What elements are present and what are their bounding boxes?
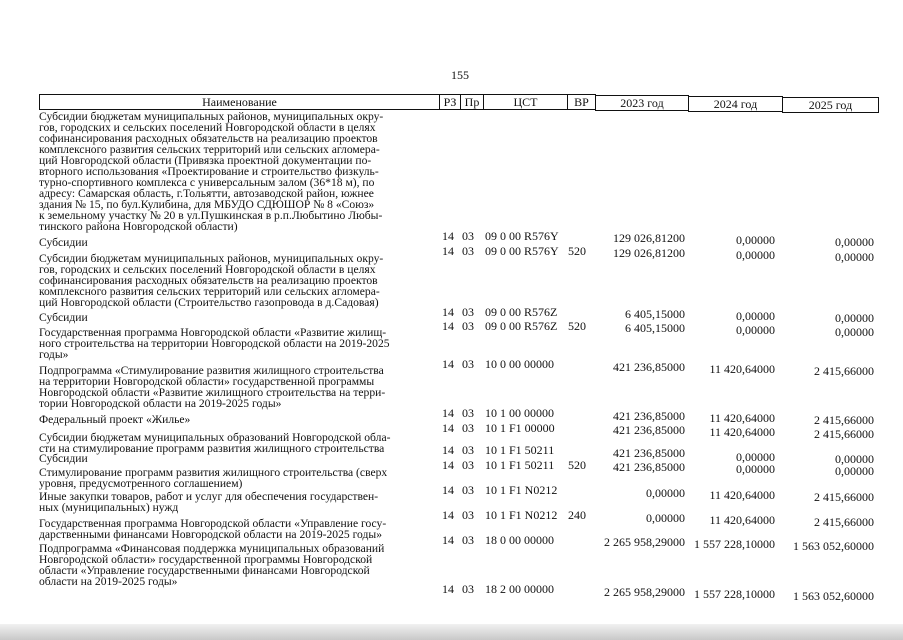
row-pr: 03	[462, 357, 474, 371]
row-pr: 03	[462, 229, 474, 243]
row-name: Субсидии бюджетам муниципальных районов, муниципальных окру- гов, городских и сельских поселений Новгородской области в целях софинансирования расходных обязательств на реализацию проектов комплексного развития сельских территорий или сельских агломера- ций Новгородской области (Строительство газопровода в д.Садовая)	[39, 252, 384, 309]
row-2025: 2 415,66000	[814, 515, 874, 529]
row-name: Стимулирование программ развития жилищного строительства (сверх уровня, предусмотренного соглашением)	[39, 466, 388, 490]
row-vr: 240	[568, 508, 586, 522]
header-2024: 2024 год	[688, 96, 783, 112]
row-2024: 1 557 228,10000	[694, 537, 775, 551]
row-2023: 129 026,81200	[613, 246, 685, 260]
row-2024: 11 420,64000	[709, 411, 775, 425]
row-2025: 0,00000	[835, 452, 874, 466]
row-pr: 03	[462, 533, 474, 547]
row-2023: 421 236,85000	[613, 460, 685, 474]
row-cst: 18 2 00 00000	[485, 582, 554, 596]
row-2024: 0,00000	[736, 248, 775, 262]
row-2024: 0,00000	[736, 309, 775, 323]
row-pr: 03	[462, 443, 474, 457]
row-2024: 0,00000	[736, 233, 775, 247]
row-rz: 14	[442, 458, 454, 472]
row-name: Субсидии	[39, 452, 88, 465]
row-2025: 0,00000	[835, 250, 874, 264]
row-2023: 2 265 958,29000	[604, 585, 685, 599]
row-2024: 0,00000	[736, 450, 775, 464]
scan-edge-strip	[0, 624, 903, 640]
header-name: Наименование	[39, 94, 440, 110]
header-vr: ВР	[567, 94, 596, 110]
row-rz: 14	[442, 443, 454, 457]
row-cst: 10 1 F1 N0212	[485, 508, 558, 522]
row-2024: 11 420,64000	[709, 362, 775, 376]
row-vr: 520	[568, 244, 586, 258]
row-vr: 520	[568, 458, 586, 472]
row-2025: 2 415,66000	[814, 427, 874, 441]
row-2025: 0,00000	[835, 464, 874, 478]
row-rz: 14	[442, 582, 454, 596]
row-pr: 03	[462, 244, 474, 258]
row-2023: 421 236,85000	[613, 360, 685, 374]
header-cst: ЦСТ	[483, 94, 568, 110]
row-name: Субсидии бюджетам муниципальных районов, муниципальных окру- гов, городских и сельских поселений Новгородской области в целях софинансирования расходных обязательств на реализацию проектов комплексного развития сельских территорий или сельских агломера- ций Новгородской области (Привязка проектной документации по- вторного использования «Проектирование и строительство физкуль- турно-спортивного комплекса с универсальным залом (36*18 м), по адресу: Самарская область, г.Тольятти, автозаводской район, южнее здания № 15, по бул.Кулибина, для МБУДО СДЮШОР № 8 «Союз» к земельному участку № 20 в ул.Пушкинская в р.п.Любытино Любы- тинского района Новгородской области)	[39, 110, 384, 233]
row-2023: 421 236,85000	[613, 423, 685, 437]
row-pr: 03	[462, 483, 474, 497]
row-cst: 10 1 F1 00000	[485, 421, 555, 435]
row-2023: 421 236,85000	[613, 446, 685, 460]
row-vr: 520	[568, 319, 586, 333]
row-pr: 03	[462, 305, 474, 319]
row-cst: 10 0 00 00000	[485, 357, 554, 371]
row-2023: 0,00000	[646, 486, 685, 500]
row-name: Государственная программа Новгородской области «Развитие жилищ- ного строительства на территории Новгородской области на 2019-2025 годы»	[39, 326, 390, 361]
row-2024: 11 420,64000	[709, 513, 775, 527]
row-pr: 03	[462, 458, 474, 472]
row-2023: 6 405,15000	[625, 307, 685, 321]
row-cst: 18 0 00 00000	[485, 533, 554, 547]
row-pr: 03	[462, 319, 474, 333]
row-2025: 0,00000	[835, 311, 874, 325]
row-2024: 11 420,64000	[709, 425, 775, 439]
row-2025: 1 563 052,60000	[793, 539, 874, 553]
row-2023: 129 026,81200	[613, 231, 685, 245]
row-rz: 14	[442, 533, 454, 547]
row-2025: 0,00000	[835, 235, 874, 249]
row-rz: 14	[442, 421, 454, 435]
row-2023: 2 265 958,29000	[604, 535, 685, 549]
row-name: Субсидии	[39, 311, 88, 324]
header-2025: 2025 год	[782, 97, 879, 113]
row-rz: 14	[442, 508, 454, 522]
row-rz: 14	[442, 483, 454, 497]
row-cst: 09 0 00 R576Z	[485, 305, 558, 319]
row-name: Иные закупки товаров, работ и услуг для обеспечения государствен- ных (муниципальных) нужд	[39, 490, 379, 514]
row-pr: 03	[462, 406, 474, 420]
row-cst: 10 1 F1 50211	[485, 458, 555, 472]
row-name: Федеральный проект «Жилье»	[39, 413, 191, 426]
row-2024: 0,00000	[736, 462, 775, 476]
row-cst: 09 0 00 R576Y	[485, 244, 559, 258]
row-2024: 0,00000	[736, 323, 775, 337]
row-rz: 14	[442, 244, 454, 258]
row-name: Подпрограмма «Стимулирование развития жилищного строительства на территории Новгородской области» государственной программы Новгородской области «Развитие жилищного строительства на терри- тории Новгородской области на 2019-2025 годы»	[39, 364, 386, 410]
row-rz: 14	[442, 229, 454, 243]
row-2024: 11 420,64000	[709, 488, 775, 502]
row-2025: 2 415,66000	[814, 413, 874, 427]
row-cst: 10 1 00 00000	[485, 406, 554, 420]
row-rz: 14	[442, 319, 454, 333]
row-2023: 0,00000	[646, 511, 685, 525]
row-pr: 03	[462, 421, 474, 435]
row-name: Государственная программа Новгородской области «Управление госу- дарственными финансами Новгородской области на 2019-2025 годы»	[39, 517, 387, 541]
row-cst: 09 0 00 R576Z	[485, 319, 558, 333]
row-cst: 09 0 00 R576Y	[485, 229, 559, 243]
header-rz: РЗ	[439, 94, 461, 110]
row-pr: 03	[462, 508, 474, 522]
row-cst: 10 1 F1 50211	[485, 443, 555, 457]
row-rz: 14	[442, 305, 454, 319]
row-2025: 1 563 052,60000	[793, 589, 874, 603]
row-2024: 1 557 228,10000	[694, 587, 775, 601]
row-2025: 2 415,66000	[814, 364, 874, 378]
row-pr: 03	[462, 582, 474, 596]
row-name: Субсидии	[39, 236, 88, 249]
row-rz: 14	[442, 406, 454, 420]
row-name: Подпрограмма «Финансовая поддержка муниципальных образований Новгородской области» государственной программы Новгородской области «Управление государственными финансами Новгородской области на 2019-2025 годы»	[39, 542, 385, 588]
page-number: 155	[451, 68, 469, 82]
row-name: Субсидии бюджетам муниципальных образований Новгородской обла- сти на стимулирование программ развития жилищного строительства	[39, 431, 391, 455]
row-2023: 6 405,15000	[625, 321, 685, 335]
row-2025: 2 415,66000	[814, 490, 874, 504]
row-cst: 10 1 F1 N0212	[485, 483, 558, 497]
row-2025: 0,00000	[835, 325, 874, 339]
header-2023: 2023 год	[595, 95, 689, 111]
header-pr: Пр	[460, 94, 484, 110]
row-rz: 14	[442, 357, 454, 371]
row-2023: 421 236,85000	[613, 409, 685, 423]
